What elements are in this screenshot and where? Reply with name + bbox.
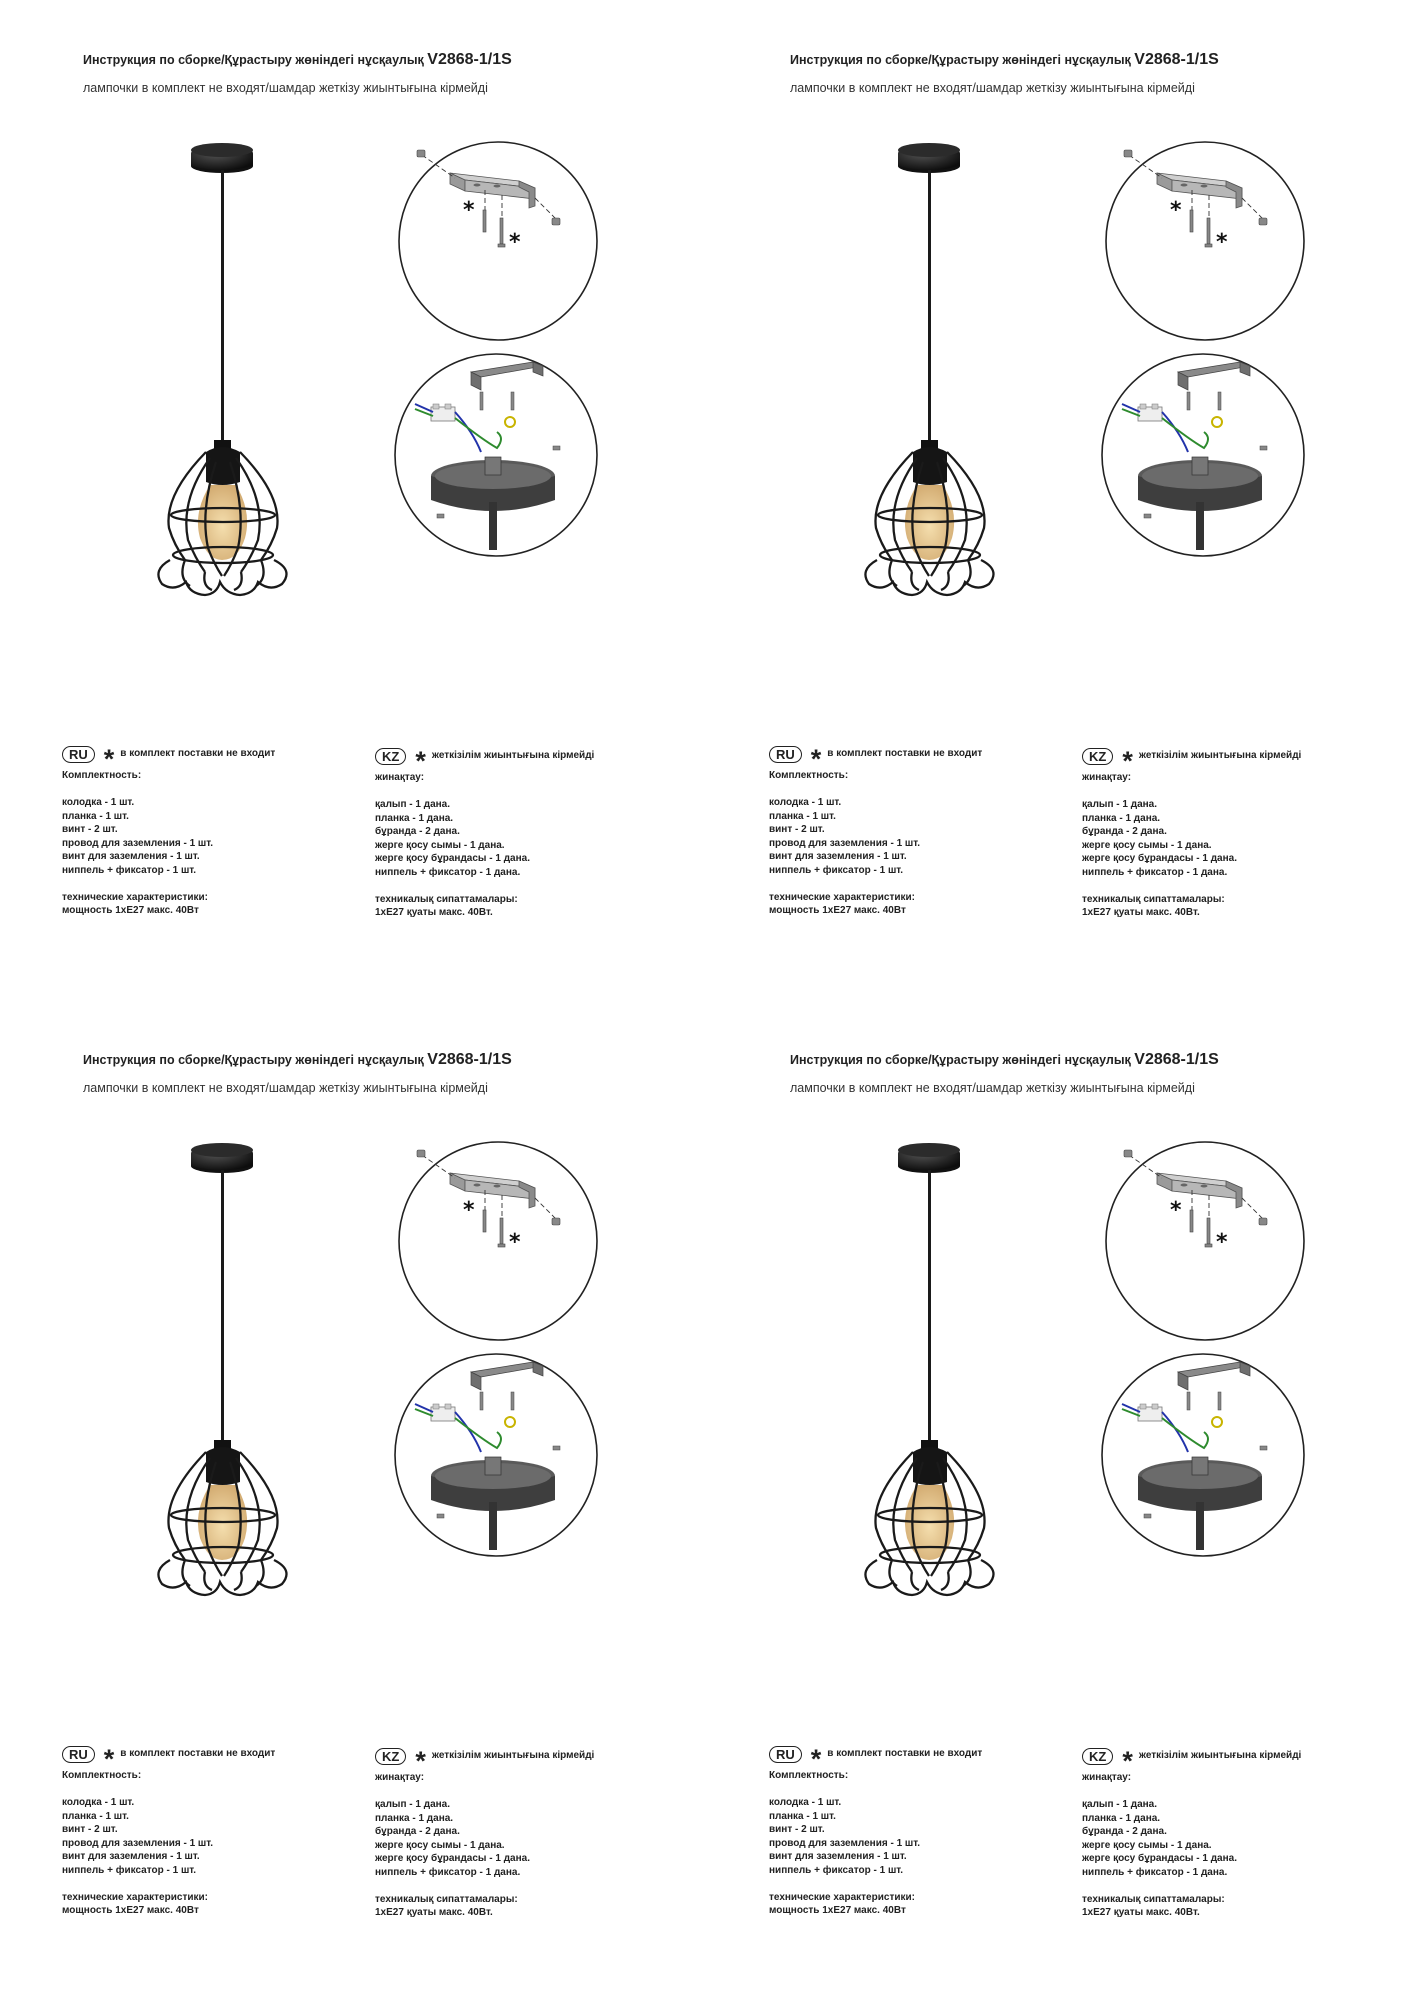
not-included-star: * — [509, 230, 521, 255]
kz-item: ниппель + фиксатор - 1 дана. — [1082, 866, 1228, 878]
pendant-cord — [928, 170, 931, 448]
title-text: Инструкция по сборке/Құрастыру жөніндегі нұсқаулық — [83, 1053, 428, 1067]
not-included-star: * — [810, 744, 822, 774]
kz-not-included-note: жеткізілім жиынтығына кірмейді — [431, 750, 595, 762]
diagram-circle — [399, 142, 597, 340]
kz-not-included-note: жеткізілім жиынтығына кірмейді — [431, 1750, 595, 1762]
not-included-star: * — [1216, 1230, 1228, 1255]
ru-language-badge: RU — [769, 746, 802, 763]
kz-contents-title: жинақтау: — [1082, 1772, 1132, 1783]
canopy-top — [898, 1143, 960, 1157]
not-included-star: * — [810, 1744, 822, 1774]
ru-not-included-note: в комплект поставки не входит — [827, 1748, 983, 1760]
ru-item: винт для заземления - 1 шт. — [62, 1851, 200, 1862]
ru-item: провод для заземления - 1 шт. — [62, 837, 214, 849]
kz-item: жерге қосу сымы - 1 дана. — [1082, 839, 1212, 851]
ru-item: провод для заземления - 1 шт. — [62, 1837, 214, 1849]
pendant-lamp-illustration — [857, 140, 1007, 620]
kz-language-badge: KZ — [375, 1748, 406, 1765]
kz-item: планка - 1 дана. — [375, 1812, 454, 1824]
kz-specs-title: техникалық сипаттамалары: — [375, 1893, 518, 1905]
ru-language-badge: RU — [62, 746, 95, 763]
ru-item: винт - 2 шт. — [62, 1824, 118, 1835]
canopy-top — [191, 143, 253, 157]
ru-specs-title: технические характеристики: — [769, 891, 915, 903]
diagram-circle — [1106, 142, 1304, 340]
kz-item: жерге қосу бұрандасы - 1 дана. — [1082, 853, 1237, 864]
model-number: V2868-1/1S — [427, 1051, 512, 1068]
ru-item: ниппель + фиксатор - 1 шт. — [769, 1864, 904, 1876]
pendant-cord — [928, 1170, 931, 1448]
not-included-star: * — [1170, 1198, 1182, 1223]
instruction-sheet — [0, 0, 707, 1000]
instruction-sheet — [707, 0, 1414, 1000]
ru-specs: мощность 1хЕ27 макс. 40Вт — [769, 1905, 906, 1916]
kz-item: ниппель + фиксатор - 1 дана. — [1082, 1866, 1228, 1878]
title-text: Инструкция по сборке/Құрастыру жөніндегі нұсқаулық — [790, 53, 1135, 67]
kz-item: планка - 1 дана. — [1082, 812, 1161, 824]
model-number: V2868-1/1S — [427, 51, 512, 68]
ru-specs: мощность 1хЕ27 макс. 40Вт — [62, 905, 199, 916]
not-included-star: * — [415, 1746, 426, 1776]
ru-specs-title: технические характеристики: — [62, 1891, 208, 1903]
ru-item: винт для заземления - 1 шт. — [769, 1851, 907, 1862]
ru-not-included-note: в комплект поставки не входит — [827, 748, 983, 760]
pendant-lamp-illustration — [150, 1140, 300, 1620]
kz-item: жерге қосу сымы - 1 дана. — [1082, 1839, 1212, 1851]
ru-specs: мощность 1хЕ27 макс. 40Вт — [769, 905, 906, 916]
ru-item: колодка - 1 шт. — [62, 797, 135, 808]
ru-item: винт - 2 шт. — [769, 1824, 825, 1835]
not-included-star: * — [509, 1230, 521, 1255]
kz-item: ниппель + фиксатор - 1 дана. — [375, 866, 521, 878]
kz-item: жерге қосу бұрандасы - 1 дана. — [1082, 1853, 1237, 1864]
kz-item: қалып - 1 дана. — [1082, 799, 1158, 810]
ru-contents-title: Комплектность: — [62, 770, 142, 781]
sheet-title — [790, 1051, 1219, 1069]
ru-contents-title: Комплектность: — [62, 1770, 142, 1781]
diagram-circle — [1106, 1142, 1304, 1340]
ru-item: винт для заземления - 1 шт. — [62, 851, 200, 862]
ru-item: винт - 2 шт. — [769, 824, 825, 835]
ru-language-badge: RU — [62, 1746, 95, 1763]
ru-item: колодка - 1 шт. — [62, 1797, 135, 1808]
diagram-circle — [399, 1142, 597, 1340]
bracket-mounting-diagram — [397, 1140, 599, 1342]
kz-specs-title: техникалық сипаттамалары: — [1082, 1893, 1225, 1905]
kz-section — [375, 1745, 695, 1920]
kz-language-badge: KZ — [1082, 1748, 1113, 1765]
kz-specs: 1хЕ27 қуаты макс. 40Вт. — [1082, 907, 1200, 918]
kz-specs: 1хЕ27 қуаты макс. 40Вт. — [375, 1907, 493, 1918]
kz-not-included-note: жеткізілім жиынтығына кірмейді — [1138, 1750, 1302, 1762]
ru-item: ниппель + фиксатор - 1 шт. — [769, 864, 904, 876]
ru-section — [769, 743, 1079, 918]
kz-contents-title: жинақтау: — [375, 772, 425, 783]
kz-item: жерге қосу сымы - 1 дана. — [375, 1839, 505, 1851]
pendant-lamp-illustration — [857, 1140, 1007, 1620]
ru-item: планка - 1 шт. — [769, 1810, 836, 1822]
ru-item: винт - 2 шт. — [62, 824, 118, 835]
kz-section — [375, 745, 695, 920]
kz-item: бұранда - 2 дана. — [1082, 1826, 1167, 1837]
kz-item: бұранда - 2 дана. — [375, 1826, 460, 1837]
title-text: Инструкция по сборке/Құрастыру жөніндегі нұсқаулық — [83, 53, 428, 67]
kz-item: планка - 1 дана. — [1082, 1812, 1161, 1824]
ru-item: провод для заземления - 1 шт. — [769, 837, 921, 849]
ru-item: ниппель + фиксатор - 1 шт. — [62, 1864, 197, 1876]
model-number: V2868-1/1S — [1134, 1051, 1219, 1068]
ru-item: ниппель + фиксатор - 1 шт. — [62, 864, 197, 876]
kz-contents-title: жинақтау: — [1082, 772, 1132, 783]
ru-specs-title: технические характеристики: — [62, 891, 208, 903]
wiring-diagram — [1100, 1352, 1306, 1558]
canopy-top — [898, 143, 960, 157]
ru-contents-title: Комплектность: — [769, 1770, 849, 1781]
ru-item: винт для заземления - 1 шт. — [769, 851, 907, 862]
not-included-star: * — [1122, 1746, 1133, 1776]
bracket-mounting-diagram — [397, 140, 599, 342]
wiring-diagram — [393, 1352, 599, 1558]
ru-item: планка - 1 шт. — [769, 810, 836, 822]
kz-item: планка - 1 дана. — [375, 812, 454, 824]
ru-section — [769, 1743, 1079, 1918]
kz-item: жерге қосу бұрандасы - 1 дана. — [375, 1853, 530, 1864]
canopy-top — [191, 1143, 253, 1157]
ru-item: планка - 1 шт. — [62, 810, 129, 822]
kz-specs-title: техникалық сипаттамалары: — [1082, 893, 1225, 905]
kz-item: қалып - 1 дана. — [1082, 1799, 1158, 1810]
ru-not-included-note: в комплект поставки не входит — [120, 748, 276, 760]
kz-specs: 1хЕ27 қуаты макс. 40Вт. — [1082, 1907, 1200, 1918]
pendant-lamp-illustration — [150, 140, 300, 620]
pendant-cord — [221, 1170, 224, 1448]
not-included-star: * — [1216, 230, 1228, 255]
not-included-star: * — [463, 198, 475, 223]
wiring-diagram — [1100, 352, 1306, 558]
bracket-mounting-diagram — [1104, 1140, 1306, 1342]
ru-contents-title: Комплектность: — [769, 770, 849, 781]
kz-item: қалып - 1 дана. — [375, 799, 451, 810]
sheet-title — [83, 1051, 512, 1069]
kz-item: жерге қосу сымы - 1 дана. — [375, 839, 505, 851]
ru-language-badge: RU — [769, 1746, 802, 1763]
bracket-mounting-diagram — [1104, 140, 1306, 342]
not-included-star: * — [103, 1744, 115, 1774]
kz-section — [1082, 1745, 1402, 1920]
wiring-diagram — [393, 352, 599, 558]
kz-item: қалып - 1 дана. — [375, 1799, 451, 1810]
pendant-cord — [221, 170, 224, 448]
kz-item: бұранда - 2 дана. — [1082, 826, 1167, 837]
kz-specs-title: техникалық сипаттамалары: — [375, 893, 518, 905]
ru-item: провод для заземления - 1 шт. — [769, 1837, 921, 1849]
sheet-title — [83, 51, 512, 69]
kz-item: жерге қосу бұрандасы - 1 дана. — [375, 853, 530, 864]
sheet-title — [790, 51, 1219, 69]
title-text: Инструкция по сборке/Құрастыру жөніндегі нұсқаулық — [790, 1053, 1135, 1067]
kz-specs: 1хЕ27 қуаты макс. 40Вт. — [375, 907, 493, 918]
kz-section — [1082, 745, 1402, 920]
sheet-subtitle: лампочки в комплект не входят/шамдар жеткізу жиынтығына кірмейді — [790, 81, 1195, 95]
not-included-star: * — [1170, 198, 1182, 223]
instruction-sheet — [0, 1000, 707, 2000]
ru-item: колодка - 1 шт. — [769, 797, 842, 808]
ru-item: колодка - 1 шт. — [769, 1797, 842, 1808]
sheet-subtitle: лампочки в комплект не входят/шамдар жеткізу жиынтығына кірмейді — [790, 1081, 1195, 1095]
kz-not-included-note: жеткізілім жиынтығына кірмейді — [1138, 750, 1302, 762]
ru-specs-title: технические характеристики: — [769, 1891, 915, 1903]
not-included-star: * — [415, 746, 426, 776]
model-number: V2868-1/1S — [1134, 51, 1219, 68]
not-included-star: * — [103, 744, 115, 774]
ru-item: планка - 1 шт. — [62, 1810, 129, 1822]
kz-language-badge: KZ — [375, 748, 406, 765]
kz-language-badge: KZ — [1082, 748, 1113, 765]
ru-section — [62, 1743, 372, 1918]
not-included-star: * — [1122, 746, 1133, 776]
ru-not-included-note: в комплект поставки не входит — [120, 1748, 276, 1760]
sheet-subtitle: лампочки в комплект не входят/шамдар жеткізу жиынтығына кірмейді — [83, 81, 488, 95]
kz-item: ниппель + фиксатор - 1 дана. — [375, 1866, 521, 1878]
ru-specs: мощность 1хЕ27 макс. 40Вт — [62, 1905, 199, 1916]
kz-item: бұранда - 2 дана. — [375, 826, 460, 837]
not-included-star: * — [463, 1198, 475, 1223]
kz-contents-title: жинақтау: — [375, 1772, 425, 1783]
ru-section — [62, 743, 372, 918]
sheet-subtitle: лампочки в комплект не входят/шамдар жеткізу жиынтығына кірмейді — [83, 1081, 488, 1095]
instruction-sheet — [707, 1000, 1414, 2000]
